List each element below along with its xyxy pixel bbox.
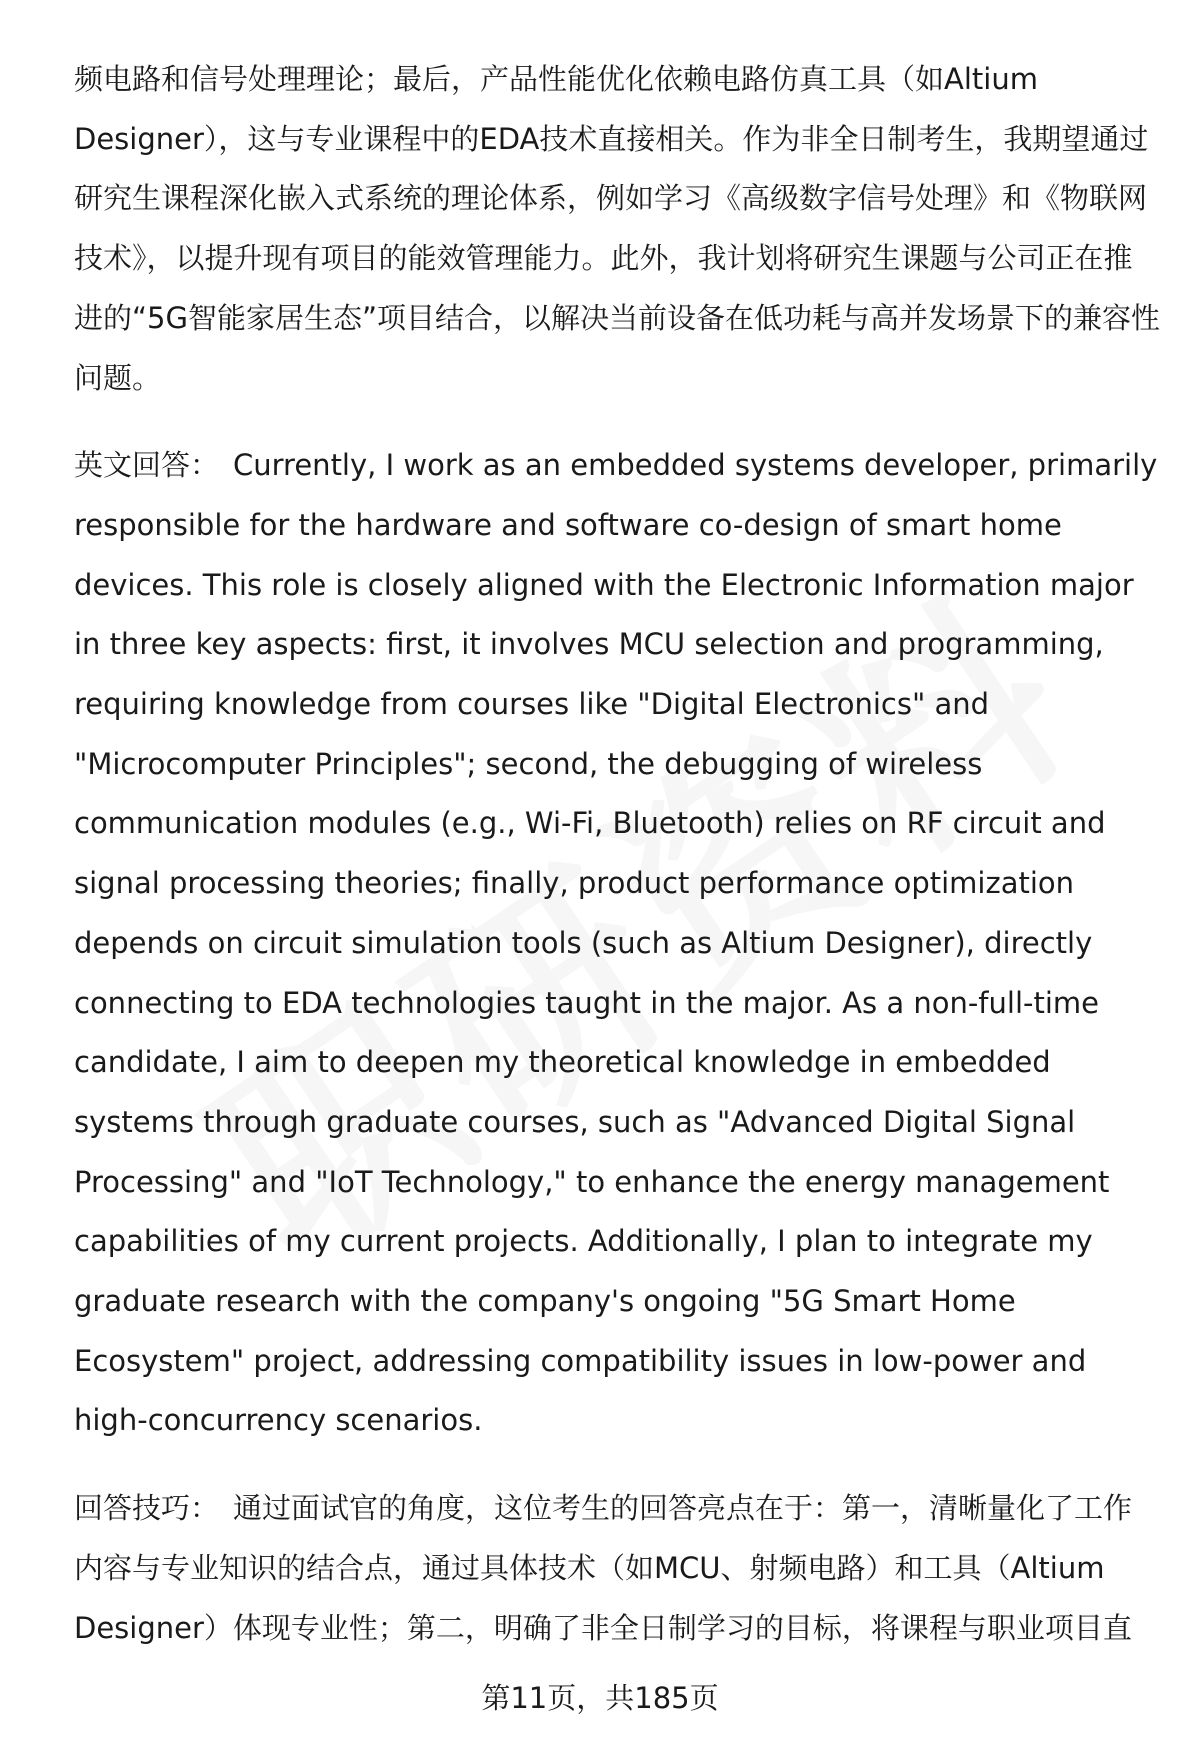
- english-answer-label: 英文回答：: [74, 448, 220, 483]
- answer-tips-paragraph: [74, 1479, 1160, 1658]
- answer-tips-label: 回答技巧：: [74, 1491, 220, 1526]
- english-answer-paragraph: [74, 436, 1160, 1451]
- page-number-footer: 第11页，共185页: [481, 1681, 719, 1715]
- english-answer-text: Currently, I work as an embedded systems developer, primarily responsible for the hardware and software co-design of smart home devices. This role is closely aligned with the Electronic Information major in three key aspects: first, it involves MCU selection and programming, requiring knowledge from courses like "Digital Electronics" and "Microcomputer Principles"; second, the debugging of wireless communication modules (e.g., Wi-Fi, Bluetooth) relies on RF circuit and signal processing theories; finally, product performance optimization depends on circuit simulation tools (such as Altium Designer), directly connecting to EDA technologies taught in the major. As a non-full-time candidate, I aim to deepen my theoretical knowledge in embedded systems through graduate courses, such as "Advanced Digital Signal Processing" and "IoT Technology," to enhance the energy management capabilities of my current projects. Additionally, I plan to integrate my graduate research with the company's ongoing "5G Smart Home Ecosystem" project, addressing compatibility issues in low-power and high-concurrency scenarios.: [74, 448, 1158, 1438]
- document-body: [74, 50, 1160, 1686]
- intro-paragraph: 频电路和信号处理理论；最后，产品性能优化依赖电路仿真工具（如Altium Designer），这与专业课程中的EDA技术直接相关。作为非全日制考生，我期望通过研究生课程深化嵌入式系统的理论体系，例如学习《高级数字信号处理》和《物联网技术》，以提升现有项目的能效管理能力。此外，我计划将研究生课题与公司正在推进的“5G智能家居生态”项目结合，以解决当前设备在低功耗与高并发场景下的兼容性问题。: [74, 62, 1160, 395]
- answer-tips-text: 通过面试官的角度，这位考生的回答亮点在于：第一，清晰量化了工作内容与专业知识的结合点，通过具体技术（如MCU、射频电路）和工具（Altium Designer）体现专业性；第二，明确了非全日制学习的目标，将课程与职业项目直: [74, 1491, 1133, 1645]
